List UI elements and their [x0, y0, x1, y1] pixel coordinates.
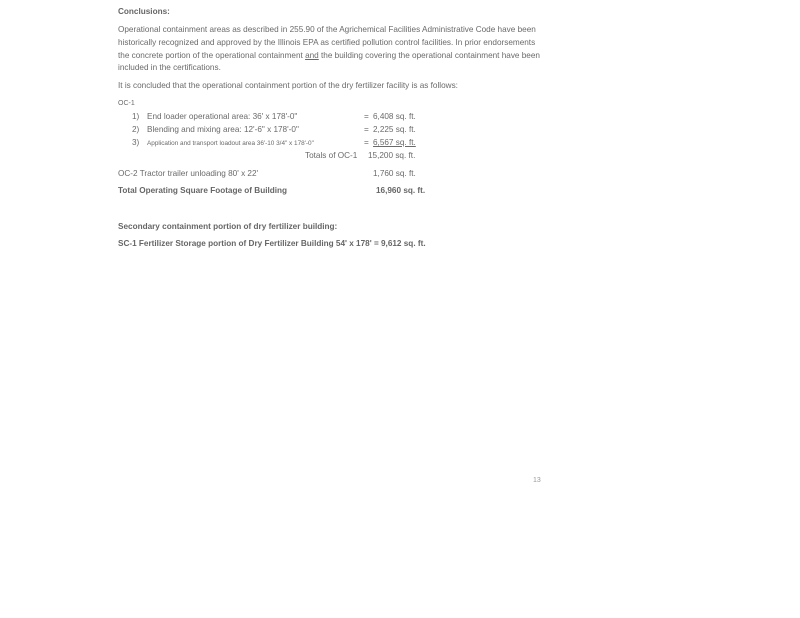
- conclusions-heading: Conclusions:: [118, 7, 170, 16]
- oc1-total-label: Totals of OC-1: [305, 151, 358, 160]
- oc1-item-3-value: 6,567 sq. ft.: [373, 138, 416, 147]
- oc1-item-1-value: 6,408 sq. ft.: [373, 112, 416, 121]
- oc1-item-2-description: Blending and mixing area: 12'-6" x 178'-0": [147, 125, 299, 134]
- total-operating-label: Total Operating Square Footage of Building: [118, 186, 288, 195]
- intro-paragraph-text-end: the building covering the operational containment have been included in the certifications.: [118, 50, 540, 73]
- conclusion-sentence: It is concluded that the operational containment portion of the dry fertilizer facility is as follows:: [118, 81, 458, 90]
- oc1-total-value: 15,200 sq. ft.: [368, 151, 416, 160]
- oc1-label: OC-1: [118, 100, 135, 107]
- oc1-item-3-description: Application and transport loadout area 36'-10 3/4" x 178'-0": [147, 140, 314, 147]
- oc1-item-1-number: 1): [132, 112, 140, 121]
- total-operating-value: 16,960 sq. ft.: [376, 186, 426, 195]
- secondary-containment-heading: Secondary containment portion of dry fertilizer building:: [118, 222, 338, 231]
- oc1-item-2-equals: =: [364, 125, 369, 134]
- intro-paragraph-text: Operational containment areas as described in 255.90 of the Agrichemical Facilities Administrative Code have been historically recognized and approved by the Illinois EPA as certified pollution control facilities. In prior endorsements the concrete portion of the operational containment: [118, 25, 536, 60]
- oc1-item-2-number: 2): [132, 125, 140, 134]
- oc1-item-1-description: End loader operational area: 36' x 178'-0": [147, 112, 298, 121]
- intro-paragraph: [118, 24, 548, 75]
- oc1-item-3-equals: =: [364, 138, 369, 147]
- page-number: 13: [533, 477, 541, 484]
- oc2-value: 1,760 sq. ft.: [373, 169, 416, 178]
- oc1-item-2-value: 2,225 sq. ft.: [373, 125, 416, 134]
- oc1-item-3-number: 3): [132, 138, 140, 147]
- oc2-description: OC-2 Tractor trailer unloading 80' x 22': [118, 169, 259, 178]
- intro-paragraph-underlined: and: [305, 50, 319, 60]
- sc1-line: SC-1 Fertilizer Storage portion of Dry Fertilizer Building 54' x 178' = 9,612 sq. ft.: [118, 239, 426, 248]
- oc1-item-1-equals: =: [364, 112, 369, 121]
